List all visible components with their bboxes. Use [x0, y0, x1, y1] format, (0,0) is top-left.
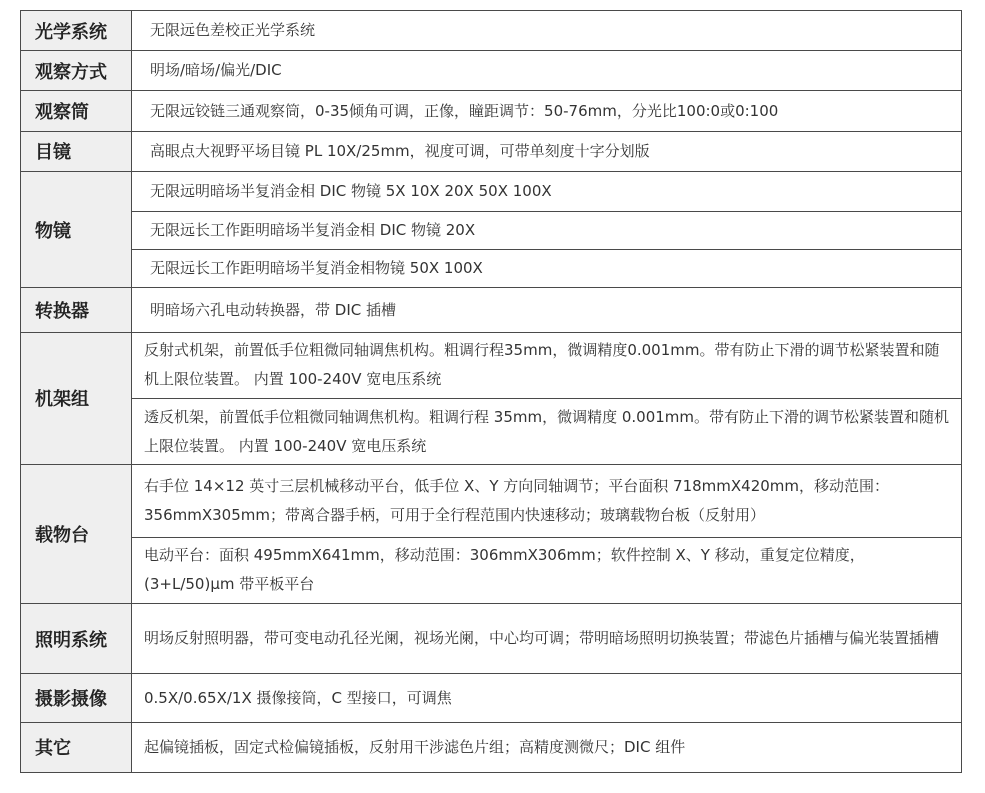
row-value-objective-2: 无限远长工作距明暗场半复消金相 DIC 物镜 20X [132, 212, 962, 250]
row-label-observation-mode: 观察方式 [21, 51, 132, 91]
row-value-objective-3: 无限远长工作距明暗场半复消金相物镜 50X 100X [132, 250, 962, 288]
row-value-stage-2: 电动平台：面积 495mmX641mm，移动范围：306mmX306mm；软件控制 X、Y 移动，重复定位精度，(3+L/50)μm 带平板平台 [132, 537, 962, 603]
row-label-observation-tube: 观察筒 [21, 91, 132, 131]
row-value-optical-system: 无限远色差校正光学系统 [132, 11, 962, 51]
row-label-nosepiece: 转换器 [21, 288, 132, 332]
row-label-stage: 载物台 [21, 465, 132, 604]
spec-table [20, 10, 962, 773]
row-value-observation-mode: 明场/暗场/偏光/DIC [132, 51, 962, 91]
row-label-eyepiece: 目镜 [21, 131, 132, 171]
table-row [21, 91, 962, 131]
row-value-nosepiece: 明暗场六孔电动转换器，带 DIC 插槽 [132, 288, 962, 332]
row-value-other: 起偏镜插板，固定式检偏镜插板，反射用干涉滤色片组；高精度测微尺；DIC 组件 [132, 722, 962, 772]
table-row [21, 131, 962, 171]
row-label-photography: 摄影摄像 [21, 674, 132, 722]
table-row [21, 674, 962, 722]
table-row [21, 722, 962, 772]
row-label-optical-system: 光学系统 [21, 11, 132, 51]
row-label-other: 其它 [21, 722, 132, 772]
table-row [21, 465, 962, 537]
table-row [21, 51, 962, 91]
row-value-stage-1: 右手位 14×12 英寸三层机械移动平台，低手位 X、Y 方向同轴调节；平台面积 718mmX420mm，移动范围：356mmX305mm；带离合器手柄，可用于全行程范围内快速移动；玻璃载物台板（反射用） [132, 465, 962, 537]
table-row [21, 604, 962, 674]
table-row [21, 332, 962, 398]
row-value-illumination: 明场反射照明器，带可变电动孔径光阑，视场光阑，中心均可调；带明暗场照明切换装置；带滤色片插槽与偏光装置插槽 [132, 604, 962, 674]
row-label-frame: 机架组 [21, 332, 132, 465]
table-row [21, 11, 962, 51]
table-row [21, 288, 962, 332]
table-row [21, 398, 962, 464]
row-label-objective: 物镜 [21, 171, 132, 288]
table-row [21, 212, 962, 250]
row-value-observation-tube: 无限远铰链三通观察筒，0-35倾角可调，正像，瞳距调节：50-76mm，分光比100:0或0:100 [132, 91, 962, 131]
row-value-objective-1: 无限远明暗场半复消金相 DIC 物镜 5X 10X 20X 50X 100X [132, 171, 962, 211]
row-value-frame-1: 反射式机架，前置低手位粗微同轴调焦机构。粗调行程35mm，微调精度0.001mm。带有防止下滑的调节松紧装置和随机上限位装置。 内置 100-240V 宽电压系统 [132, 332, 962, 398]
row-value-photography: 0.5X/0.65X/1X 摄像接筒，C 型接口，可调焦 [132, 674, 962, 722]
table-row [21, 537, 962, 603]
row-label-illumination: 照明系统 [21, 604, 132, 674]
table-row [21, 171, 962, 211]
row-value-frame-2: 透反机架，前置低手位粗微同轴调焦机构。粗调行程 35mm，微调精度 0.001mm。带有防止下滑的调节松紧装置和随机上限位装置。 内置 100-240V 宽电压系统 [132, 398, 962, 464]
row-value-eyepiece: 高眼点大视野平场目镜 PL 10X/25mm，视度可调，可带单刻度十字分划版 [132, 131, 962, 171]
table-row [21, 250, 962, 288]
